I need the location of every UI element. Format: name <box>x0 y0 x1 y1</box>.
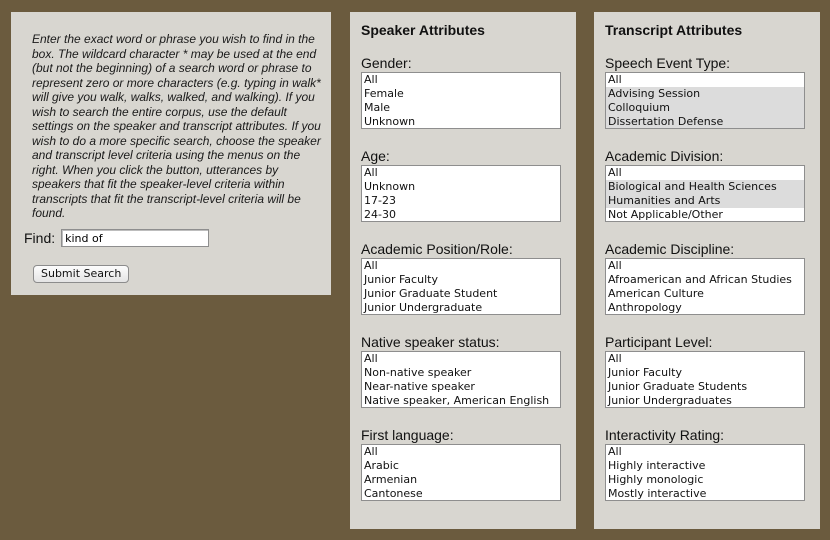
submit-search-button[interactable]: Submit Search <box>33 265 129 283</box>
search-panel <box>11 12 331 295</box>
speaker-attributes-title: Speaker Attributes <box>361 22 485 38</box>
select-option[interactable]: Junior Graduate Student <box>364 287 498 300</box>
select-option[interactable]: Native speaker, American English <box>364 394 550 407</box>
select-option[interactable]: Colloquium <box>606 101 804 115</box>
select-option[interactable]: All <box>364 445 378 458</box>
select-option[interactable]: Non-native speaker <box>364 366 472 379</box>
academic-position-select[interactable] <box>361 258 561 315</box>
select-option[interactable]: American Culture <box>608 287 704 300</box>
select-option[interactable]: Junior Undergraduate <box>364 301 483 314</box>
speaker-attributes-panel <box>350 12 576 529</box>
gender-select[interactable] <box>361 72 561 129</box>
select-option[interactable]: Unknown <box>364 180 416 193</box>
academic-discipline-select[interactable] <box>605 258 805 315</box>
select-option[interactable]: All <box>608 259 622 272</box>
select-option[interactable]: All <box>608 73 622 86</box>
select-option[interactable]: Dissertation Defense <box>606 115 804 129</box>
academic-division-label: Academic Division: <box>605 148 724 164</box>
select-option[interactable]: All <box>364 166 378 179</box>
academic-position-label: Academic Position/Role: <box>361 241 513 257</box>
transcript-attributes-panel <box>594 12 820 529</box>
select-option[interactable]: 24-30 <box>364 208 396 221</box>
select-option[interactable]: All <box>364 259 378 272</box>
gender-label: Gender: <box>361 55 412 71</box>
select-option[interactable]: Near-native speaker <box>364 380 475 393</box>
select-option[interactable]: Junior Faculty <box>364 273 438 286</box>
interactivity-rating-select[interactable] <box>605 444 805 501</box>
age-select[interactable] <box>361 165 561 222</box>
select-option[interactable]: Advising Session <box>606 87 804 101</box>
academic-division-select[interactable] <box>605 165 805 222</box>
speech-event-type-label: Speech Event Type: <box>605 55 731 71</box>
native-speaker-status-select[interactable] <box>361 351 561 408</box>
first-language-select[interactable] <box>361 444 561 501</box>
select-option[interactable]: Junior Undergraduates <box>608 394 732 407</box>
find-label: Find: <box>24 230 56 246</box>
speech-event-type-select[interactable] <box>605 72 805 129</box>
academic-discipline-label: Academic Discipline: <box>605 241 735 257</box>
age-label: Age: <box>361 148 390 164</box>
find-row <box>24 229 209 247</box>
select-option[interactable]: Unknown <box>364 115 416 128</box>
select-option[interactable]: Male <box>364 101 391 114</box>
select-option[interactable]: Highly monologic <box>608 473 704 486</box>
select-option[interactable]: All <box>608 352 622 365</box>
select-option[interactable]: Cantonese <box>364 487 423 500</box>
select-option[interactable]: Afroamerican and African Studies <box>608 273 792 286</box>
select-option[interactable]: Junior Graduate Students <box>608 380 748 393</box>
select-option[interactable]: Mostly interactive <box>608 487 707 500</box>
select-option[interactable]: All <box>364 73 378 86</box>
select-option[interactable]: Highly interactive <box>608 459 706 472</box>
select-option[interactable]: All <box>364 352 378 365</box>
select-option[interactable]: Female <box>364 87 404 100</box>
select-option[interactable]: All <box>608 445 622 458</box>
find-input[interactable] <box>61 229 209 247</box>
select-option[interactable]: Junior Faculty <box>608 366 682 379</box>
select-option[interactable]: Armenian <box>364 473 418 486</box>
select-option[interactable]: 17-23 <box>364 194 396 207</box>
select-option[interactable]: Not Applicable/Other <box>608 208 723 221</box>
select-option[interactable]: Biological and Health Sciences <box>606 180 804 194</box>
select-option[interactable]: All <box>608 166 622 179</box>
select-option[interactable]: Arabic <box>364 459 399 472</box>
interactivity-rating-label: Interactivity Rating: <box>605 427 725 443</box>
search-instructions: Enter the exact word or phrase you wish to find in the box. The wildcard character * may be used at the end (but not the beginning) of a search word or phrase to represent zero or more characters (e.g. typing in walk* will give you walk, walks, walked, and walking). If you wish to search the entire corpus, use the default settings on the speaker and transcript attributes. If you wish to do a more specific search, choose the speaker and transcript level criteria using the menus on the right. When you click the button, utterances by speakers that fit the speaker-level criteria within transcripts that fit the transcript-level criteria will be found. <box>32 32 321 220</box>
native-speaker-status-label: Native speaker status: <box>361 334 500 350</box>
select-option[interactable]: Humanities and Arts <box>606 194 804 208</box>
participant-level-label: Participant Level: <box>605 334 713 350</box>
select-option[interactable]: Anthropology <box>608 301 682 314</box>
participant-level-select[interactable] <box>605 351 805 408</box>
transcript-attributes-title: Transcript Attributes <box>605 22 743 38</box>
first-language-label: First language: <box>361 427 454 443</box>
